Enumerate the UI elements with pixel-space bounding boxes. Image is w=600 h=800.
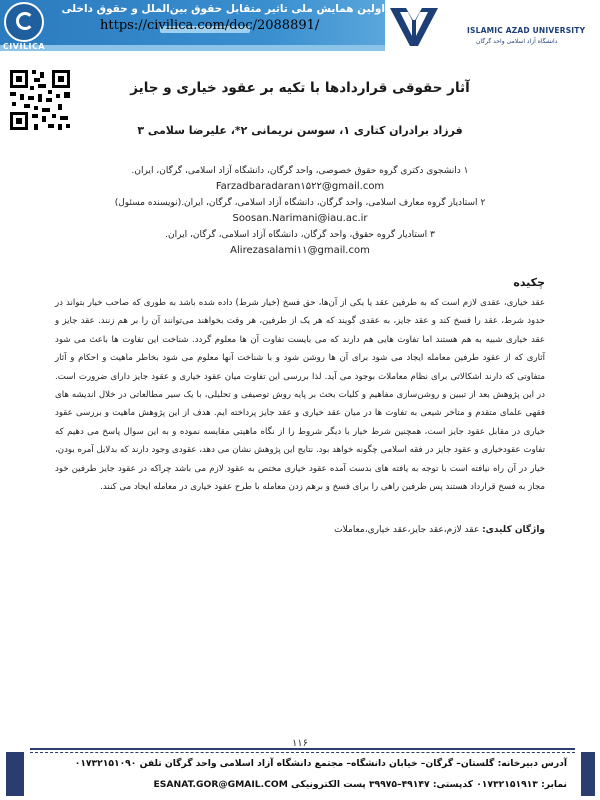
header	[0, 0, 600, 62]
university-logo-icon	[388, 6, 440, 50]
affiliation-3-email[interactable]: Alirezasalami۱۱@gmail.com	[230, 245, 370, 256]
conference-title: اولین همایش ملی تاثیر متقابل حقوق بین‌الملل و حقوق داخلی	[61, 3, 385, 15]
civilica-logo[interactable]	[2, 2, 46, 54]
footer-address: آدرس دبیرخانه: گلستان– گرگان– خیابان دانشگاه– مجتمع دانشگاه آزاد اسلامی واحد گرگان تلفن ۰۱۷۳۲۱۵۱۰۹۰	[74, 758, 567, 769]
abstract-text: عقد خیاری، عقدی لازم است که به طرفین عقد یا یکی از آن‌ها، حق فسخ (خیار شرط) داده شده باشد به طوری که صاحب خیار بتواند در حدود شرط، عقد را فسخ کند و عقد جایز، به عقدی گویند که هر یک از طرفین، هر وقت بخواهند می‌توانند آن را بر هم زنند. عقد جایز و عقد خیاری شبیه به هم هستند اما تفاوت هایی هم دارند که می بایست تفاوت آن ها معلوم گردد. شناخت این تفاوت ها باعث می شود آثاری که از عقود طرفین معامله ایجاد می شود برای آن ها روشن شود و با شناخت آنها معلوم می شود بخاطر ماهیت و احکام و آثار متفاوتی که دارند اشکالاتی برای نظام معاملات بوجود می آید. لذا بررسی این تفاوت میان عقود خیاری و عقود جایز دارای ضرورت است. در این پژوهش بعد از تبیین و روشن‌سازی مفاهیم و کلیات بحث بر پایه روش توصیفی و تحلیلی، با یک سیر مطالعاتی در خلال اندیشه های فقهی علمای متقدم و متاخر شیعی به تفاوت ها در میان عقد خیاری و عقد جایز پرداخته ایم. هدف از این پژوهش ماهیت و بررسی عقود خیاری در مقابل عقود جایز است، همچنین شرط خیار با دیگر شروط را از نگاه ماهیتی مقایسه نموده و به این سوال پاسخ می دهیم که تفاوت عقودخیاری و عقود جایز در فقه اسلامی چگونه خواهد بود. نتایج این پژوهش نشان می دهد، عقودی وجود دارند که بدلایل آمره بودن، خیار در آن راه نیافته است با توجه به یافته های بدست آمده عقود خیاری مختص به عقود لازم می باشد چراکه در عقود جایز طرفین خود مجاز به فسخ قرارداد هستند پس طرفین راهی را برای فسخ و برهم زدن معامله با طرح عقود خیاری در معامله ایجاد می کنند.	[55, 298, 545, 493]
keywords-line	[55, 525, 545, 535]
paper-title: آثار حقوقی قراردادها با تکیه بر عقود خیاری و جایز	[130, 80, 470, 96]
footer-right-bar	[581, 752, 595, 796]
paper-authors: فرزاد برادران کتاری ۱، سوسن نریمانی ۲*، علیرضا سلامی ۳	[137, 124, 463, 137]
document-url[interactable]: https://civilica.com/doc/2088891/	[100, 18, 320, 33]
affiliation-1-email[interactable]: Farzadbaradaran۱۵۲۲@gmail.com	[215, 181, 385, 192]
qr-code-icon	[8, 68, 72, 132]
footer-divider	[30, 748, 575, 750]
civilica-label: CIVILICA	[2, 42, 46, 51]
affiliation-2-email[interactable]: Soosan.Narimani@iau.ac.ir	[232, 213, 368, 224]
footer-contact: نمابر: ۰۱۷۳۲۱۵۱۹۱۳ کدپستی: ۴۹۱۴۷–۳۹۹۷۵ پست الکترونیکی ESANAT.GOR@GMAIL.COM	[153, 779, 567, 790]
footer	[30, 748, 575, 798]
footer-dashed-divider	[30, 752, 575, 753]
keywords-list: عقد لازم،عقد جایز،عقد خیاری،معاملات	[334, 525, 480, 535]
banner-strip	[0, 45, 385, 51]
university-name-en: ISLAMIC AZAD UNIVERSITY	[467, 26, 586, 35]
page-number: ۱۱۶	[291, 738, 309, 749]
university-name-fa: دانشگاه آزاد اسلامی واحد گرگان	[476, 38, 558, 45]
affiliation-1: ۱ دانشجوی دکتری گروه حقوق خصوصی، واحد گرگان، دانشگاه آزاد اسلامی، گرگان، ایران.	[131, 166, 469, 176]
abstract-heading: چکیده	[513, 276, 545, 289]
affiliation-2: ۲ استادیار گروه معارف اسلامی، واحد گرگان، دانشگاه آزاد اسلامی، گرگان، ایران.(نویسنده مسئول)	[114, 198, 486, 208]
civilica-circle	[4, 2, 44, 42]
keywords-label: واژگان کلیدی:	[482, 525, 545, 535]
affiliation-3: ۳ استادیار گروه حقوق، واحد گرگان، دانشگاه آزاد اسلامی، گرگان، ایران.	[165, 230, 435, 240]
footer-left-bar	[6, 752, 24, 796]
